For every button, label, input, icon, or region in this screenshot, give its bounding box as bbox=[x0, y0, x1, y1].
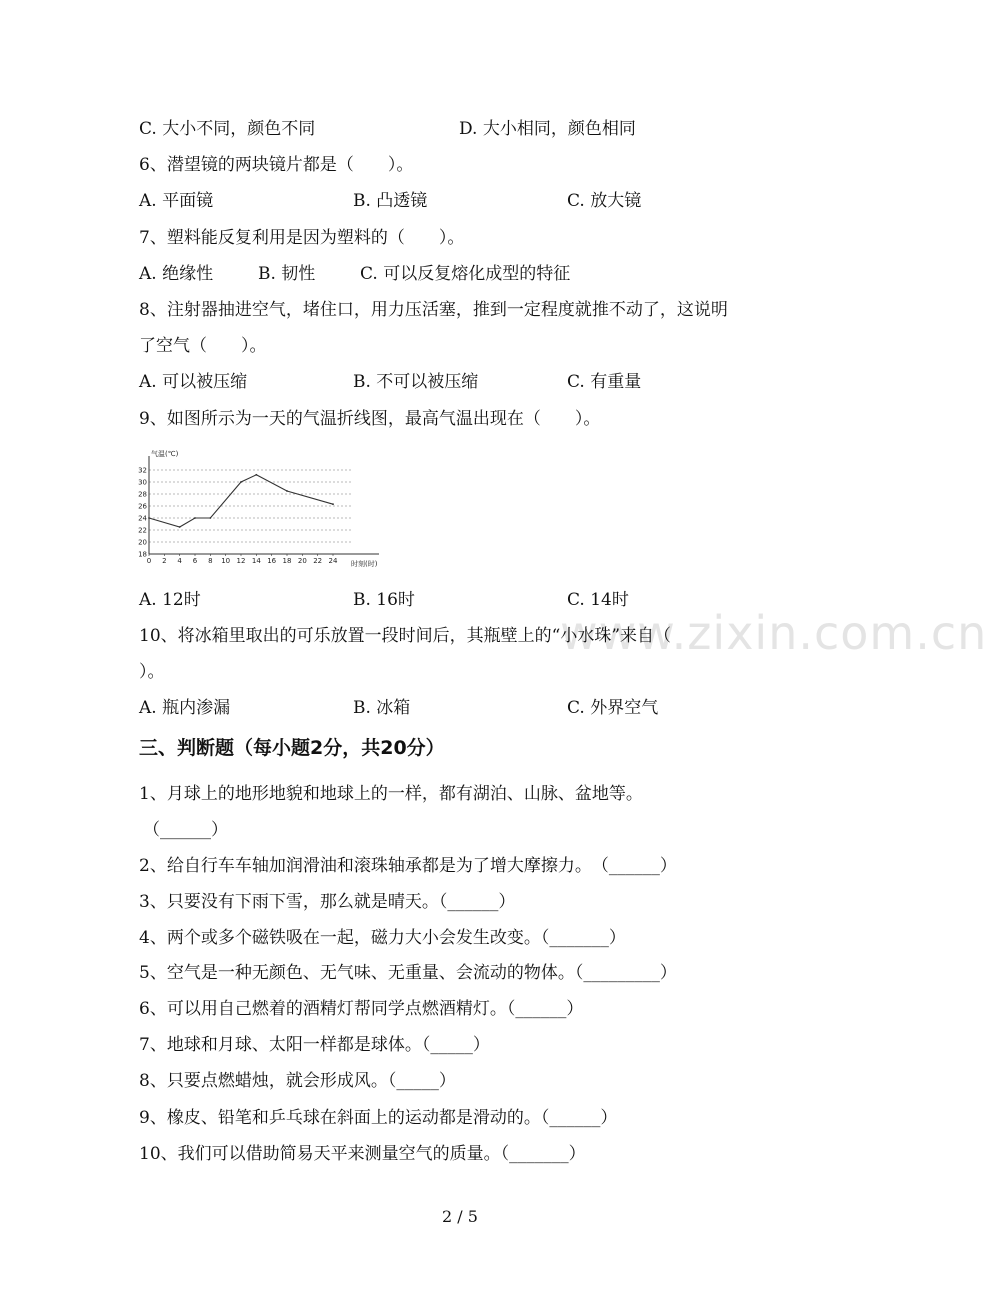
q5-option-d: D. 大小相同，颜色相同 bbox=[459, 119, 636, 139]
q5-option-c: C. 大小不同，颜色不同 bbox=[139, 119, 316, 139]
x-tick-label: 12 bbox=[236, 557, 246, 565]
temperature-data-point bbox=[332, 503, 334, 505]
section3-title: 三、判断题（每小题2分，共20分） bbox=[139, 737, 445, 759]
judge-item-9: 9、橡皮、铅笔和乒乓球在斜面上的运动都是滑动的。（______） bbox=[139, 1108, 618, 1128]
y-tick-label: 32 bbox=[138, 466, 147, 475]
x-tick-label: 0 bbox=[146, 557, 152, 565]
y-tick-label: 30 bbox=[138, 478, 147, 487]
x-tick-label: 22 bbox=[313, 557, 323, 565]
y-tick-label: 24 bbox=[138, 514, 147, 523]
q10-option-b: B. 冰箱 bbox=[353, 698, 411, 718]
q7-stem: 7、塑料能反复利用是因为塑料的（ ）。 bbox=[139, 228, 465, 248]
x-tick-label: 20 bbox=[297, 557, 307, 565]
y-axis-title: 气温(℃) bbox=[151, 450, 179, 458]
q8-stem-line2: 了空气（ ）。 bbox=[139, 336, 267, 356]
q10-option-c: C. 外界空气 bbox=[567, 698, 659, 718]
temperature-data-point bbox=[255, 474, 257, 476]
q6-stem: 6、潜望镜的两块镜片都是（ ）。 bbox=[139, 155, 414, 175]
q7-option-b: B. 韧性 bbox=[258, 264, 316, 284]
y-tick-label: 20 bbox=[138, 538, 147, 547]
chart-tick-labels bbox=[138, 467, 338, 566]
x-tick-label: 18 bbox=[282, 557, 292, 565]
chart-grid bbox=[149, 470, 351, 554]
x-tick-label: 6 bbox=[192, 557, 198, 565]
x-axis-title: 时刻(时) bbox=[351, 560, 378, 568]
q6-option-c: C. 放大镜 bbox=[567, 191, 642, 211]
y-tick-label: 26 bbox=[138, 502, 147, 511]
q8-option-c: C. 有重量 bbox=[567, 372, 642, 392]
y-tick-label: 28 bbox=[138, 490, 147, 499]
x-tick-label: 8 bbox=[208, 557, 213, 565]
temperature-data-point bbox=[286, 490, 288, 492]
q8-option-b: B. 不可以被压缩 bbox=[353, 372, 479, 392]
temperature-line-chart bbox=[139, 446, 389, 572]
q10-option-a: A. 瓶内渗漏 bbox=[139, 698, 231, 718]
q8-stem-line1: 8、注射器抽进空气，堵住口，用力压活塞，推到一定程度就推不动了，这说明 bbox=[139, 300, 728, 320]
temperature-data-point bbox=[179, 526, 181, 528]
q10-stem-line2: ）。 bbox=[139, 662, 165, 682]
judge-item-8: 8、只要点燃蜡烛，就会形成风。（_____） bbox=[139, 1071, 456, 1091]
judge-item-5: 5、空气是一种无颜色、无气味、无重量、会流动的物体。（_________） bbox=[139, 963, 677, 983]
q7-option-a: A. 绝缘性 bbox=[139, 264, 214, 284]
q9-option-b: B. 16时 bbox=[353, 590, 415, 610]
judge-item-2: 2、给自行车车轴加润滑油和滚珠轴承都是为了增大摩擦力。 （______） bbox=[139, 856, 677, 876]
judge-item-6: 6、可以用自己燃着的酒精灯帮同学点燃酒精灯。（______） bbox=[139, 999, 584, 1019]
y-tick-label: 18 bbox=[138, 550, 147, 559]
judge-item-1-blank: （______） bbox=[143, 820, 228, 840]
judge-item-7: 7、地球和月球、太阳一样都是球体。（_____） bbox=[139, 1035, 490, 1055]
q9-option-a: A. 12时 bbox=[139, 590, 201, 610]
judge-item-1: 1、月球上的地形地貌和地球上的一样，都有湖泊、山脉、盆地等。 bbox=[139, 784, 643, 804]
q6-option-b: B. 凸透镜 bbox=[353, 191, 428, 211]
judge-item-4: 4、两个或多个磁铁吸在一起，磁力大小会发生改变。（_______） bbox=[139, 928, 626, 948]
q10-stem-line1: 10、将冰箱里取出的可乐放置一段时间后，其瓶壁上的“小水珠”来自（ bbox=[139, 626, 672, 646]
x-tick-label: 14 bbox=[251, 557, 261, 565]
x-tick-label: 10 bbox=[221, 557, 231, 565]
page-number: 2 / 5 bbox=[442, 1207, 478, 1226]
temperature-data-point bbox=[194, 517, 196, 519]
x-tick-label: 2 bbox=[162, 557, 167, 565]
q9-stem: 9、如图所示为一天的气温折线图，最高气温出现在（ ）。 bbox=[139, 409, 601, 429]
temperature-data-point bbox=[240, 481, 242, 483]
judge-item-10: 10、我们可以借助简易天平来测量空气的质量。（_______） bbox=[139, 1144, 586, 1164]
q8-option-a: A. 可以被压缩 bbox=[139, 372, 248, 392]
temperature-data-point bbox=[148, 517, 150, 519]
temperature-data-point bbox=[209, 517, 211, 519]
x-tick-label: 16 bbox=[267, 557, 277, 565]
x-tick-label: 24 bbox=[328, 557, 338, 565]
y-tick-label: 22 bbox=[138, 526, 147, 535]
q9-option-c: C. 14时 bbox=[567, 590, 629, 610]
x-tick-label: 4 bbox=[177, 557, 182, 565]
judge-item-3: 3、只要没有下雨下雪，那么就是晴天。（______） bbox=[139, 892, 516, 912]
watermark: www.zixin.com.cn bbox=[560, 606, 987, 660]
chart-axes bbox=[149, 456, 379, 554]
q7-option-c: C. 可以反复熔化成型的特征 bbox=[360, 264, 571, 284]
q6-option-a: A. 平面镜 bbox=[139, 191, 214, 211]
